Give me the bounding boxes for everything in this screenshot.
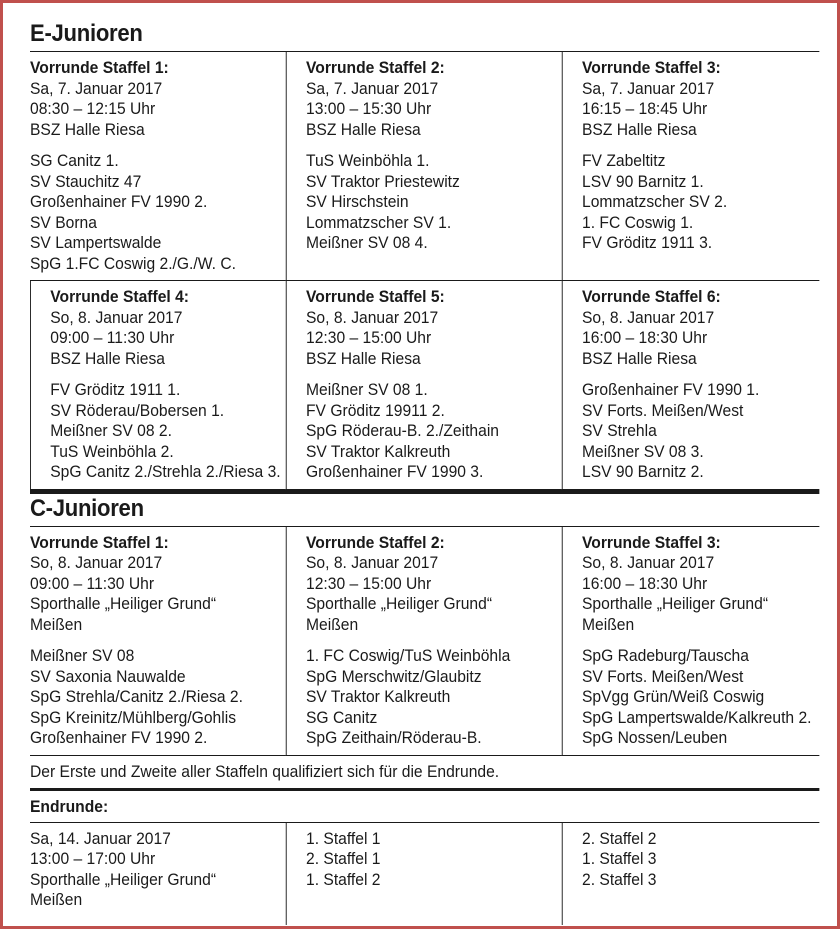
- team-name: Großenhainer FV 1990 3.: [306, 462, 484, 481]
- staffel-info-line: 16:00 – 18:30 Uhr: [582, 573, 708, 593]
- team-name: SpG Strehla/Canitz 2./Riesa 2.: [30, 687, 243, 706]
- team-name: SpG Lampertswalde/Kalkreuth 2.: [582, 707, 812, 727]
- team-name: SG Canitz: [306, 707, 378, 727]
- staffel-heading: Vorrunde Staffel 2:: [306, 58, 445, 77]
- spacer: [582, 635, 816, 646]
- team-name: TuS Weinböhla 1.: [306, 151, 430, 170]
- team-name: SpG Radeburg/Tauscha: [582, 646, 749, 665]
- list-item: 2. Staffel 1: [306, 849, 381, 868]
- team-name: SpG Zeithain/Röderau-B.: [306, 728, 482, 747]
- team-name: FV Gröditz 1911 3.: [582, 233, 713, 252]
- team-name: Lommatzscher SV 2.: [582, 192, 728, 211]
- team-name: 1. FC Coswig/TuS Weinböhla: [306, 646, 511, 665]
- staffel-info-line: 16:15 – 18:45 Uhr: [582, 99, 708, 118]
- staffel-info-line: Sporthalle „Heiliger Grund“: [306, 594, 493, 613]
- staffel-heading: Vorrunde Staffel 4:: [50, 287, 190, 306]
- team-name: SpG Röderau-B. 2./Zeithain: [306, 421, 499, 440]
- endrunde-pairings-1: [286, 823, 562, 925]
- team-name: SV Traktor Priestewitz: [306, 171, 460, 191]
- e-staffel-6: [562, 281, 820, 490]
- team-name: FV Gröditz 1911 1.: [50, 380, 181, 399]
- staffel-heading: Vorrunde Staffel 1:: [30, 532, 169, 552]
- e-staffel-2: [286, 52, 562, 281]
- staffel-info-line: 09:00 – 11:30 Uhr: [30, 573, 155, 593]
- list-item: Sporthalle „Heiliger Grund“: [30, 869, 217, 889]
- staffel-info-line: So, 8. Januar 2017: [306, 553, 439, 572]
- e-staffel-5: [286, 281, 562, 490]
- staffel-info-line: Meißen: [30, 614, 83, 634]
- endrunde-grid: [30, 823, 819, 925]
- staffel-info-line: 09:00 – 11:30 Uhr: [50, 328, 175, 347]
- e-staffel-3: [562, 52, 820, 281]
- list-item: Meißen: [30, 890, 83, 909]
- spacer: [306, 140, 558, 151]
- staffel-info-line: 12:30 – 15:00 Uhr: [306, 573, 432, 593]
- team-name: SV Traktor Kalkreuth: [306, 687, 451, 706]
- staffel-info-line: So, 8. Januar 2017: [582, 553, 715, 572]
- spacer: [306, 369, 558, 380]
- staffel-info-line: BSZ Halle Riesa: [30, 119, 145, 139]
- endrunde-pairings-2: [562, 823, 820, 925]
- spacer: [306, 635, 558, 646]
- qualification-note: Der Erste und Zweite aller Staffeln qualifiziert sich für die Endrunde.: [30, 756, 819, 792]
- staffel-info-line: Sporthalle „Heiliger Grund“: [30, 594, 217, 613]
- endrunde-info: [30, 823, 286, 925]
- team-name: SG Canitz 1.: [30, 151, 119, 170]
- staffel-heading: Vorrunde Staffel 2:: [306, 532, 445, 552]
- team-name: SpG 1.FC Coswig 2./G./W. C.: [30, 253, 236, 273]
- team-name: Meißner SV 08 3.: [582, 441, 704, 461]
- c-staffel-2: [286, 527, 562, 756]
- team-name: SV Strehla: [582, 421, 657, 440]
- staffel-heading: Vorrunde Staffel 6:: [582, 287, 721, 306]
- e-staffel-4: [30, 281, 286, 490]
- team-name: Lommatzscher SV 1.: [306, 212, 452, 232]
- endrunde-heading: Endrunde:: [30, 791, 819, 823]
- list-item: 2. Staffel 2: [582, 828, 657, 848]
- staffel-heading: Vorrunde Staffel 3:: [582, 532, 721, 552]
- staffel-info-line: Sa, 7. Januar 2017: [582, 78, 715, 98]
- team-name: Großenhainer FV 1990 2.: [30, 728, 208, 747]
- team-name: SV Saxonia Nauwalde: [30, 666, 186, 686]
- list-item: Sa, 14. Januar 2017: [30, 828, 171, 848]
- team-name: SpG Merschwitz/Glaubitz: [306, 666, 482, 686]
- staffel-info-line: 13:00 – 15:30 Uhr: [306, 99, 432, 118]
- team-name: SV Forts. Meißen/West: [582, 400, 744, 420]
- team-name: SpVgg Grün/Weiß Coswig: [582, 687, 765, 706]
- c-junioren-grid: [30, 527, 819, 756]
- c-junioren-title: C-Junioren: [30, 494, 144, 522]
- staffel-info-line: Sa, 7. Januar 2017: [306, 78, 439, 98]
- c-staffel-3: [562, 527, 820, 756]
- staffel-heading: Vorrunde Staffel 1:: [30, 58, 169, 77]
- team-name: SV Traktor Kalkreuth: [306, 441, 451, 461]
- list-item: 13:00 – 17:00 Uhr: [30, 849, 156, 868]
- e-staffel-1: [30, 52, 286, 281]
- staffel-info-line: BSZ Halle Riesa: [306, 119, 421, 139]
- staffel-info-line: Sa, 7. Januar 2017: [30, 78, 163, 98]
- staffel-heading: Vorrunde Staffel 5:: [306, 287, 445, 306]
- list-item: 2. Staffel 3: [582, 869, 657, 889]
- team-name: SV Hirschstein: [306, 192, 409, 211]
- list-item: 1. Staffel 2: [306, 869, 381, 889]
- team-name: TuS Weinböhla 2.: [50, 441, 174, 461]
- staffel-info-line: 08:30 – 12:15 Uhr: [30, 99, 156, 118]
- team-name: SV Borna: [30, 212, 97, 232]
- staffel-info-line: BSZ Halle Riesa: [306, 348, 421, 368]
- list-item: 1. Staffel 3: [582, 849, 657, 868]
- spacer: [30, 140, 282, 151]
- team-name: Großenhainer FV 1990 2.: [30, 192, 208, 211]
- team-name: Meißner SV 08 1.: [306, 380, 428, 399]
- team-name: LSV 90 Barnitz 2.: [582, 462, 704, 481]
- staffel-info-line: BSZ Halle Riesa: [50, 348, 165, 368]
- staffel-info-line: So, 8. Januar 2017: [30, 553, 163, 572]
- staffel-info-line: Meißen: [582, 614, 635, 634]
- team-name: SpG Kreinitz/Mühlberg/Gohlis: [30, 707, 237, 727]
- spacer: [50, 369, 282, 380]
- staffel-info-line: So, 8. Januar 2017: [306, 307, 439, 327]
- spacer: [582, 140, 816, 151]
- team-name: Meißner SV 08 2.: [50, 421, 172, 440]
- team-name: Großenhainer FV 1990 1.: [582, 380, 760, 399]
- team-name: SpG Nossen/Leuben: [582, 728, 728, 747]
- team-name: SV Forts. Meißen/West: [582, 666, 744, 686]
- team-name: FV Zabeltitz: [582, 151, 666, 170]
- staffel-info-line: BSZ Halle Riesa: [582, 348, 697, 368]
- spacer: [30, 635, 282, 646]
- team-name: 1. FC Coswig 1.: [582, 212, 694, 232]
- tournament-schedule: [30, 19, 819, 925]
- staffel-heading: Vorrunde Staffel 3:: [582, 58, 721, 77]
- team-name: Meißner SV 08: [30, 646, 135, 665]
- list-item: 1. Staffel 1: [306, 828, 381, 848]
- team-name: SV Röderau/Bobersen 1.: [50, 400, 225, 420]
- staffel-info-line: Meißen: [306, 614, 359, 634]
- team-name: FV Gröditz 19911 2.: [306, 400, 445, 420]
- staffel-info-line: 12:30 – 15:00 Uhr: [306, 328, 432, 347]
- staffel-info-line: So, 8. Januar 2017: [582, 307, 715, 327]
- staffel-info-line: Sporthalle „Heiliger Grund“: [582, 594, 769, 613]
- team-name: SpG Canitz 2./Strehla 2./Riesa 3.: [50, 462, 281, 481]
- staffel-info-line: 16:00 – 18:30 Uhr: [582, 328, 708, 347]
- team-name: SV Lampertswalde: [30, 233, 162, 252]
- staffel-info-line: BSZ Halle Riesa: [582, 119, 697, 139]
- staffel-info-line: So, 8. Januar 2017: [50, 307, 183, 327]
- e-junioren-grid: [30, 52, 819, 490]
- c-staffel-1: [30, 527, 286, 756]
- team-name: Meißner SV 08 4.: [306, 233, 428, 252]
- spacer: [582, 369, 816, 380]
- e-junioren-title: E-Junioren: [30, 20, 143, 47]
- team-name: LSV 90 Barnitz 1.: [582, 171, 704, 191]
- team-name: SV Stauchitz 47: [30, 171, 142, 191]
